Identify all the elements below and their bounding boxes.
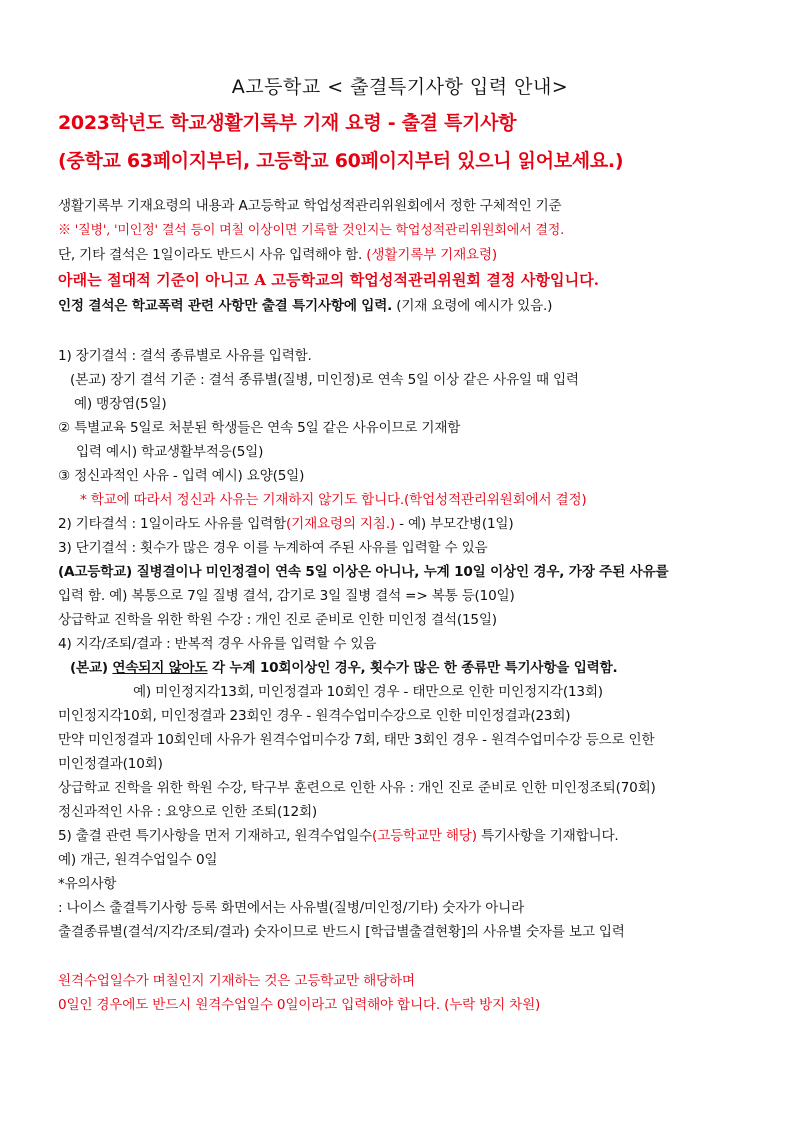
- s4-example-4: 상급학교 진학을 위한 학원 수강, 탁구부 훈련으로 인한 사유 : 개인 진로 준비로 인한 미인정조퇴(70회): [58, 780, 656, 796]
- intro-line-5-text: 인정 결석은 학교폭력 관련 사항만 출결 특기사항에 입력.: [58, 298, 393, 314]
- s4-rule-rest: 각 누계 10회이상인 경우, 횟수가 많은 한 종류만 특기사항을 입력함.: [207, 660, 618, 676]
- footer-line-2: 0일인 경우에도 반드시 원격수업일수 0일이라고 입력해야 합니다. (누락 방지 차원): [58, 997, 541, 1013]
- s2-guideline: (기재요령의 지침.): [286, 516, 396, 532]
- caution-line-2: 출결종류별(결석/지각/조퇴/결과) 숫자이므로 반드시 [학급별출결현황]의 사유별 숫자를 보고 입력: [58, 924, 625, 940]
- intro-line-3-ref: (생활기록부 기재요령): [362, 247, 498, 263]
- s4-rule-prefix: (본교): [70, 660, 113, 676]
- s5-highschool-only: (고등학교만 해당): [371, 828, 477, 844]
- s1-item-3-note: * 학교에 따라서 정신과 사유는 기재하지 않기도 합니다.(학업성적관리위원회에서 결정): [80, 492, 587, 508]
- s5-text: 5) 출결 관련 특기사항을 먼저 기재하고, 원격수업일수: [58, 828, 372, 844]
- s3-rule-1: (A고등학교) 질병결이나 미인정결이 연속 5일 이상은 아니나, 누계 10일 이상인 경우, 가장 주된 사유를: [58, 564, 669, 580]
- footer-line-1: 원격수업일수가 며칠인지 기재하는 것은 고등학교만 해당하며: [58, 973, 415, 989]
- s2-example: - 예) 부모간병(1일): [395, 516, 514, 532]
- headline-line-1: 2023학년도 학교생활기록부 기재 요령 - 출결 특기사항: [58, 112, 517, 134]
- caution-head: *유의사항: [58, 876, 117, 892]
- intro-line-5-note: (기재 요령에 예시가 있음.): [392, 298, 553, 314]
- intro-line-3-text: 단, 기타 결석은 1일이라도 반드시 사유 입력해야 함.: [58, 247, 363, 263]
- s3-rule-2: 입력 함. 예) 복통으로 7일 질병 결석, 감기로 3일 질병 결석 => 복통 등(10일): [58, 588, 515, 604]
- intro-line-5: [58, 297, 552, 315]
- s4-example-5: 정신과적인 사유 : 요양으로 인한 조퇴(12회): [58, 804, 317, 820]
- s4-example-3: 만약 미인정결과 10회인데 사유가 원격수업미수강 7회, 태만 3회인 경우 - 원격수업미수강 등으로 인한: [58, 732, 655, 748]
- s5-text-end: 특기사항을 기재합니다.: [476, 828, 619, 844]
- s3-head: 3) 단기결석 : 횟수가 많은 경우 이를 누계하여 주된 사유를 입력할 수 있음: [58, 540, 488, 556]
- s2-line: [58, 515, 513, 533]
- page-title: A고등학교 < 출결특기사항 입력 안내>: [231, 76, 569, 98]
- intro-line-2: ※ '질병', '미인정' 결석 등이 며칠 이상이면 기록할 것인지는 학업성적관리위원회에서 결정.: [58, 223, 565, 238]
- s1-head: 1) 장기결석 : 결석 종류별로 사유를 입력함.: [58, 348, 312, 364]
- s4-head: 4) 지각/조퇴/결과 : 반복적 경우 사유를 입력할 수 있음: [58, 636, 377, 652]
- s5-line: [58, 827, 619, 845]
- headline-line-2: (중학교 63페이지부터, 고등학교 60페이지부터 있으니 읽어보세요.): [58, 150, 624, 172]
- intro-line-3: [58, 246, 497, 264]
- intro-line-4: 아래는 절대적 기준이 아니고 A 고등학교의 학업성적관리위원회 결정 사항입니다.: [58, 271, 600, 289]
- s2-text: 2) 기타결석 : 1일이라도 사유를 입력함: [58, 516, 287, 532]
- s4-example-2: 미인정지각10회, 미인정결과 23회인 경우 - 원격수업미수강으로 인한 미인정결과(23회): [58, 708, 571, 724]
- s4-rule-underlined: 연속되지 않아도: [112, 660, 208, 676]
- s5-example: 예) 개근, 원격수업일수 0일: [58, 852, 218, 868]
- s4-example-1: 예) 미인정지각13회, 미인정결과 10회인 경우 - 태만으로 인한 미인정지각(13회): [133, 684, 603, 700]
- s1-item-3: ③ 정신과적인 사유 - 입력 예시) 요양(5일): [58, 468, 305, 484]
- s1-rule: (본교) 장기 결석 기준 : 결석 종류별(질병, 미인정)로 연속 5일 이상 같은 사유일 때 입력: [70, 372, 579, 388]
- s1-item-2-example: 입력 예시) 학교생활부적응(5일): [76, 444, 264, 460]
- intro-line-1: 생활기록부 기재요령의 내용과 A고등학교 학업성적관리위원회에서 정한 구체적인 기준: [58, 198, 562, 214]
- s3-example: 상급학교 진학을 위한 학원 수강 : 개인 진로 준비로 인한 미인정 결석(15일): [58, 612, 497, 628]
- caution-line-1: : 나이스 출결특기사항 등록 화면에서는 사유별(질병/미인정/기타) 숫자가 아니라: [58, 900, 525, 916]
- s1-example: 예) 맹장염(5일): [74, 396, 167, 412]
- s4-example-3-cont: 미인정결과(10회): [58, 756, 163, 772]
- s4-rule: [70, 659, 617, 677]
- s1-item-2: ② 특별교육 5일로 처분된 학생들은 연속 5일 같은 사유이므로 기재함: [58, 420, 461, 436]
